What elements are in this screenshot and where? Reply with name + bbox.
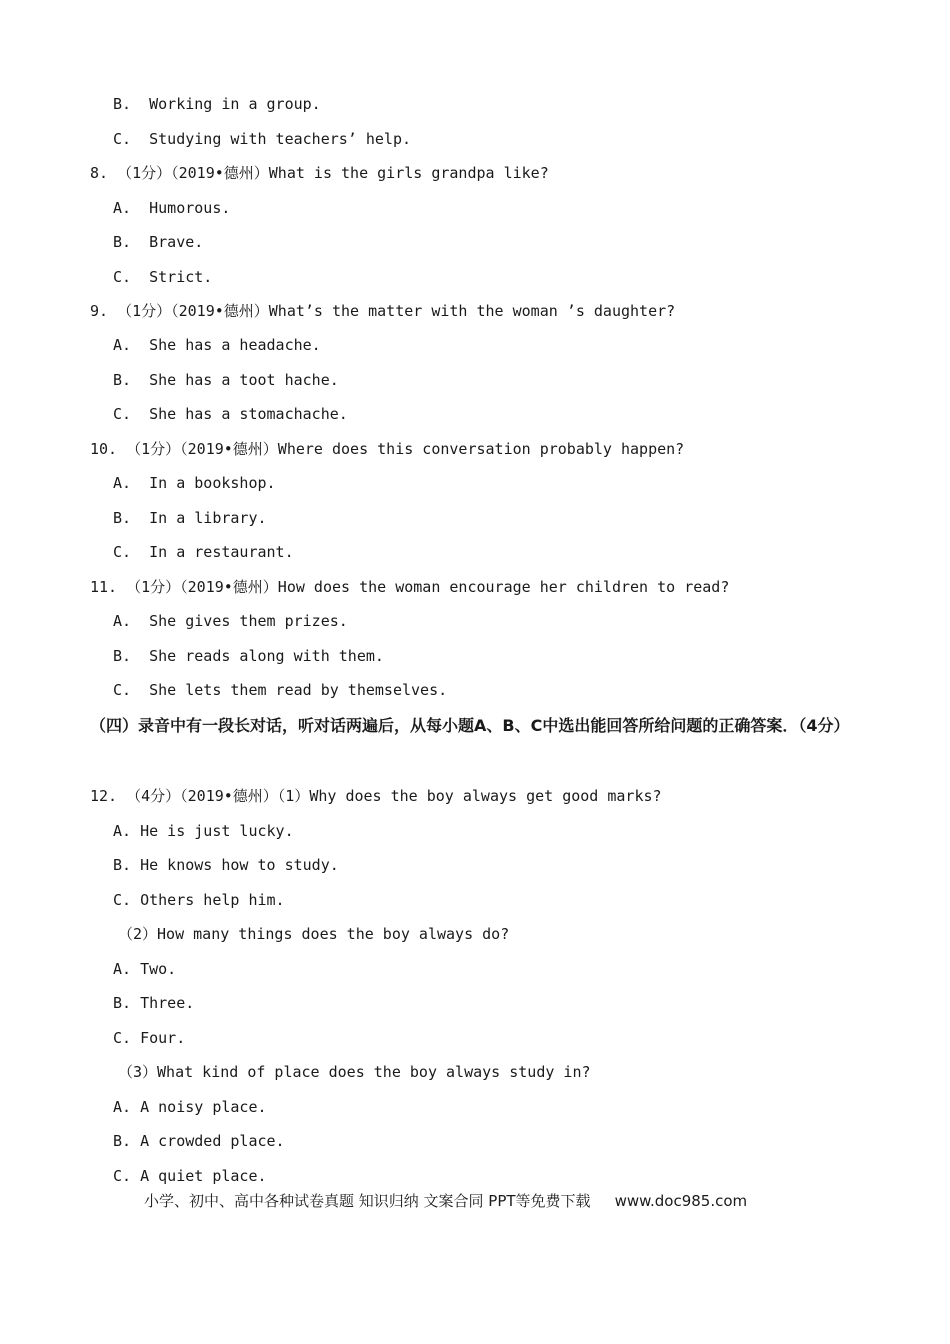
q9-option-b: B. She has a toot hache. xyxy=(113,371,339,389)
option-text: Working in a group. xyxy=(149,95,321,113)
question-11-stem: 11. （1分）（2019•德州）How does the woman encourage her children to read? xyxy=(90,578,730,596)
q12-2-option-b: B. Three. xyxy=(113,994,195,1012)
q8-option-b: B. Brave. xyxy=(113,233,204,251)
q12-3-option-b: B. A crowded place. xyxy=(113,1132,285,1150)
q12-sub-question-2: （2）How many things does the boy always do? xyxy=(118,925,510,943)
q9-option-c: C. She has a stomachache. xyxy=(113,405,348,423)
option-b xyxy=(113,94,321,114)
q10-option-a: A. In a bookshop. xyxy=(113,474,276,492)
q12-1-option-c: C. Others help him. xyxy=(113,891,285,909)
option-label: C. xyxy=(113,130,132,148)
q12-3-option-a: A. A noisy place. xyxy=(113,1098,267,1116)
question-10-stem: 10. （1分）（2019•德州）Where does this conversation probably happen? xyxy=(90,440,685,458)
q9-option-a: A. She has a headache. xyxy=(113,336,321,354)
q8-option-c: C. Strict. xyxy=(113,268,213,286)
option-label: B. xyxy=(113,95,132,113)
question-12-stem: 12. （4分）（2019•德州）（1）Why does the boy always get good marks? xyxy=(90,787,662,805)
q11-option-b: B. She reads along with them. xyxy=(113,647,384,665)
question-8-stem: 8. （1分）（2019•德州）What is the girls grandpa like? xyxy=(90,164,549,182)
q11-option-a: A. She gives them prizes. xyxy=(113,612,348,630)
q12-2-option-a: A. Two. xyxy=(113,960,177,978)
q12-1-option-b: B. He knows how to study. xyxy=(113,856,339,874)
q11-option-c: C. She lets them read by themselves. xyxy=(113,681,448,699)
q10-option-c: C. In a restaurant. xyxy=(113,543,294,561)
q12-sub-question-3: （3）What kind of place does the boy always study in? xyxy=(118,1063,591,1081)
q10-option-b: B. In a library. xyxy=(113,509,267,527)
q8-option-a: A. Humorous. xyxy=(113,199,231,217)
page-footer xyxy=(144,1191,747,1211)
option-text: Studying with teachers’ help. xyxy=(149,130,412,148)
footer-text: 小学、初中、高中各种试卷真题 知识归纳 文案合同 PPT等免费下载 xyxy=(144,1192,591,1210)
question-9-stem: 9. （1分）（2019•德州）What’s the matter with the woman ’s daughter? xyxy=(90,302,676,320)
footer-website-link[interactable]: www.doc985.com xyxy=(614,1192,748,1210)
q12-1-option-a: A. He is just lucky. xyxy=(113,822,294,840)
q12-2-option-c: C. Four. xyxy=(113,1029,186,1047)
q12-3-option-c: C. A quiet place. xyxy=(113,1167,267,1185)
option-c xyxy=(113,129,411,149)
section-heading: （四）录音中有一段长对话，听对话两遍后，从每小题A、B、C中选出能回答所给问题的正确答案．（4分） xyxy=(90,716,850,735)
